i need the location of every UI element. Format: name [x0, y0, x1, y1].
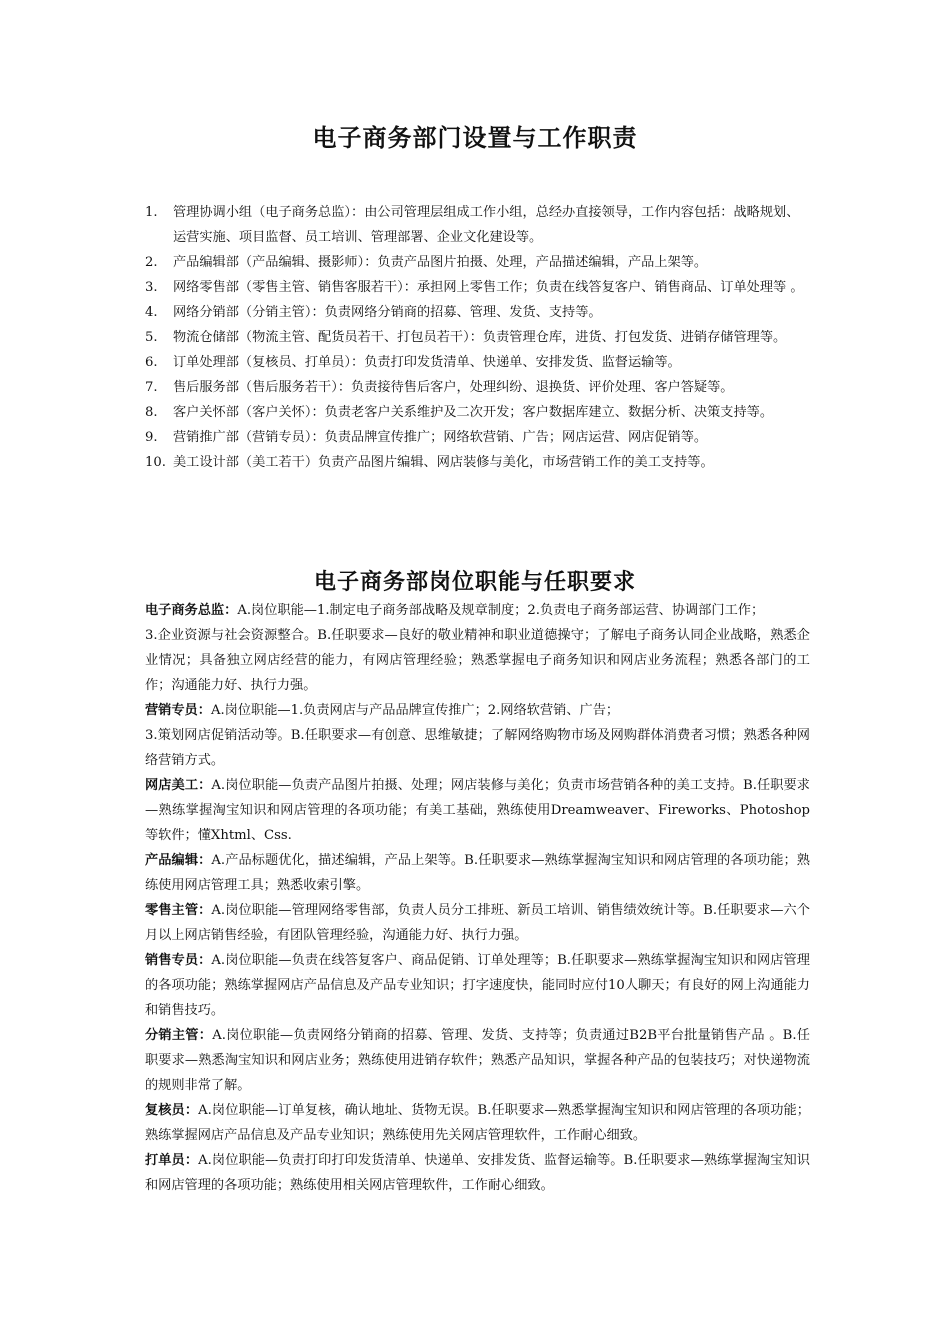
department-text: 物流仓储部（物流主管、配货员若干、打包员若干）：负责管理仓库，进货、打包发货、进销存储管理等。 — [173, 330, 787, 345]
role-name: 网店美工： — [145, 778, 212, 793]
role-name: 电子商务总监： — [145, 603, 238, 618]
role-description: A.岗位职能—1.负责网店与产品品牌宣传推广；2.网络软营销、广告； — [210, 703, 620, 718]
department-item — [145, 350, 810, 375]
role-description: A.岗位职能—负责在线答复客户、商品促销、订单处理等；B.任职要求—熟练掌握淘宝知识和网店管理的各项功能；熟练掌握网店产品信息及产品专业知识；打字速度快，能同时应付10人聊天；有良好的网上沟通能力和销售技巧。 — [145, 953, 810, 1018]
department-text: 产品编辑部（产品编辑、摄影师）：负责产品图片拍摄、处理，产品描述编辑，产品上架等。 — [173, 255, 708, 270]
department-number: 2. — [145, 255, 158, 270]
role-name: 营销专员： — [145, 703, 211, 718]
role-name: 复核员： — [145, 1103, 199, 1118]
department-text: 客户关怀部（客户关怀）：负责老客户关系维护及二次开发；客户数据库建立、数据分析、决策支持等。 — [173, 405, 774, 420]
department-number: 8. — [145, 405, 158, 420]
page-title: 电子商务部门设置与工作职责 — [312, 124, 638, 152]
role-name: 产品编辑： — [145, 853, 212, 868]
department-item — [145, 250, 810, 275]
role-description: A.岗位职能—订单复核，确认地址、货物无误。B.任职要求—熟悉掌握淘宝知识和网店管理的各项功能；熟练掌握网店产品信息及产品专业知识；熟练使用先关网店管理软件，工作耐心细致。 — [145, 1103, 810, 1143]
department-number: 9. — [145, 430, 158, 445]
role-name: 销售专员： — [145, 953, 212, 968]
department-text: 网络零售部（零售主管、销售客服若干）：承担网上零售工作；负责在线答复客户、销售商品、订单处理等 。 — [173, 280, 804, 295]
department-item — [145, 400, 810, 425]
department-text: 营销推广部（营销专员）：负责品牌宣传推广；网络软营销、广告；网店运营、网店促销等。 — [173, 430, 708, 445]
department-number: 7. — [145, 380, 158, 395]
role-paragraph — [145, 773, 810, 848]
role-description: 3.策划网店促销活动等。B.任职要求—有创意、思维敏捷；了解网络购物市场及网购群体消费者习惯；熟悉各种网络营销方式。 — [145, 728, 810, 768]
department-item — [145, 200, 810, 250]
department-item — [145, 325, 810, 350]
role-name: 分销主管： — [145, 1028, 213, 1043]
role-paragraph — [145, 1023, 810, 1098]
role-paragraph — [145, 698, 810, 773]
department-number: 1. — [145, 205, 158, 220]
department-text: 美工设计部（美工若干）负责产品图片编辑、网店装修与美化，市场营销工作的美工支持等。 — [173, 455, 714, 470]
department-text: 售后服务部（售后服务若干）：负责接待售后客户，处理纠纷、退换货、评价处理、客户答疑等。 — [173, 380, 734, 395]
section-title-roles: 电子商务部岗位职能与任职要求 — [313, 570, 636, 595]
department-number: 3. — [145, 280, 158, 295]
role-description: A.岗位职能—1.制定电子商务部战略及规章制度；2.负责电子商务部运营、协调部门工作； — [237, 603, 765, 618]
role-list — [145, 598, 810, 1198]
department-text: 管理协调小组（电子商务总监）：由公司管理层组成工作小组，总经办直接领导，工作内容包括：战略规划、运营实施、项目监督、员工培训、管理部署、企业文化建设等。 — [173, 205, 800, 245]
role-description: A.岗位职能—管理网络零售部，负责人员分工排班、新员工培训、销售绩效统计等。B.任职要求—六个月以上网店销售经验，有团队管理经验，沟通能力好、执行力强。 — [145, 903, 810, 943]
role-description: A.产品标题优化，描述编辑，产品上架等。B.任职要求—熟练掌握淘宝知识和网店管理的各项功能；熟练使用网店管理工具；熟悉收索引擎。 — [145, 853, 810, 893]
role-paragraph — [145, 898, 810, 948]
department-text: 订单处理部（复核员、打单员）：负责打印发货清单、快递单、安排发货、监督运输等。 — [173, 355, 681, 370]
department-number: 4. — [145, 305, 158, 320]
department-number: 10. — [145, 455, 166, 470]
role-name: 零售主管： — [145, 903, 212, 918]
department-item — [145, 375, 810, 400]
role-description: 3.企业资源与社会资源整合。B.任职要求—良好的敬业精神和职业道德操守；了解电子商务认同企业战略，熟悉企业情况；具备独立网店经营的能力，有网店管理经验；熟悉掌握电子商务知识和网店业务流程；熟悉各部门的工作；沟通能力好、执行力强。 — [145, 628, 810, 693]
department-item — [145, 450, 810, 475]
role-paragraph — [145, 1098, 810, 1148]
department-list — [145, 200, 810, 475]
role-paragraph — [145, 848, 810, 898]
role-paragraph — [145, 598, 810, 698]
role-description: A.岗位职能—负责打印打印发货清单、快递单、安排发货、监督运输等。B.任职要求—熟练掌握淘宝知识和网店管理的各项功能；熟练使用相关网店管理软件，工作耐心细致。 — [145, 1153, 810, 1193]
role-paragraph — [145, 948, 810, 1023]
role-name: 打单员： — [145, 1153, 199, 1168]
department-item — [145, 300, 810, 325]
department-number: 5. — [145, 330, 158, 345]
department-number: 6. — [145, 355, 158, 370]
role-paragraph — [145, 1148, 810, 1198]
role-description: A.岗位职能—负责产品图片拍摄、处理；网店装修与美化；负责市场营销各种的美工支持。B.任职要求—熟练掌握淘宝知识和网店管理的各项功能；有美工基础，熟练使用Dreamweaver、Fireworks、Photoshop等软件；懂Xhtml、Css. — [145, 778, 810, 843]
role-description: A.岗位职能—负责网络分销商的招募、管理、发货、支持等；负责通过B2B平台批量销售产品 。B.任职要求—熟悉淘宝知识和网店业务；熟练使用进销存软件；熟悉产品知识，掌握各种产品的包装技巧；对快递物流的规则非常了解。 — [145, 1028, 810, 1093]
department-item — [145, 275, 810, 300]
department-text: 网络分销部（分销主管）：负责网络分销商的招募、管理、发货、支持等。 — [173, 305, 602, 320]
department-item — [145, 425, 810, 450]
